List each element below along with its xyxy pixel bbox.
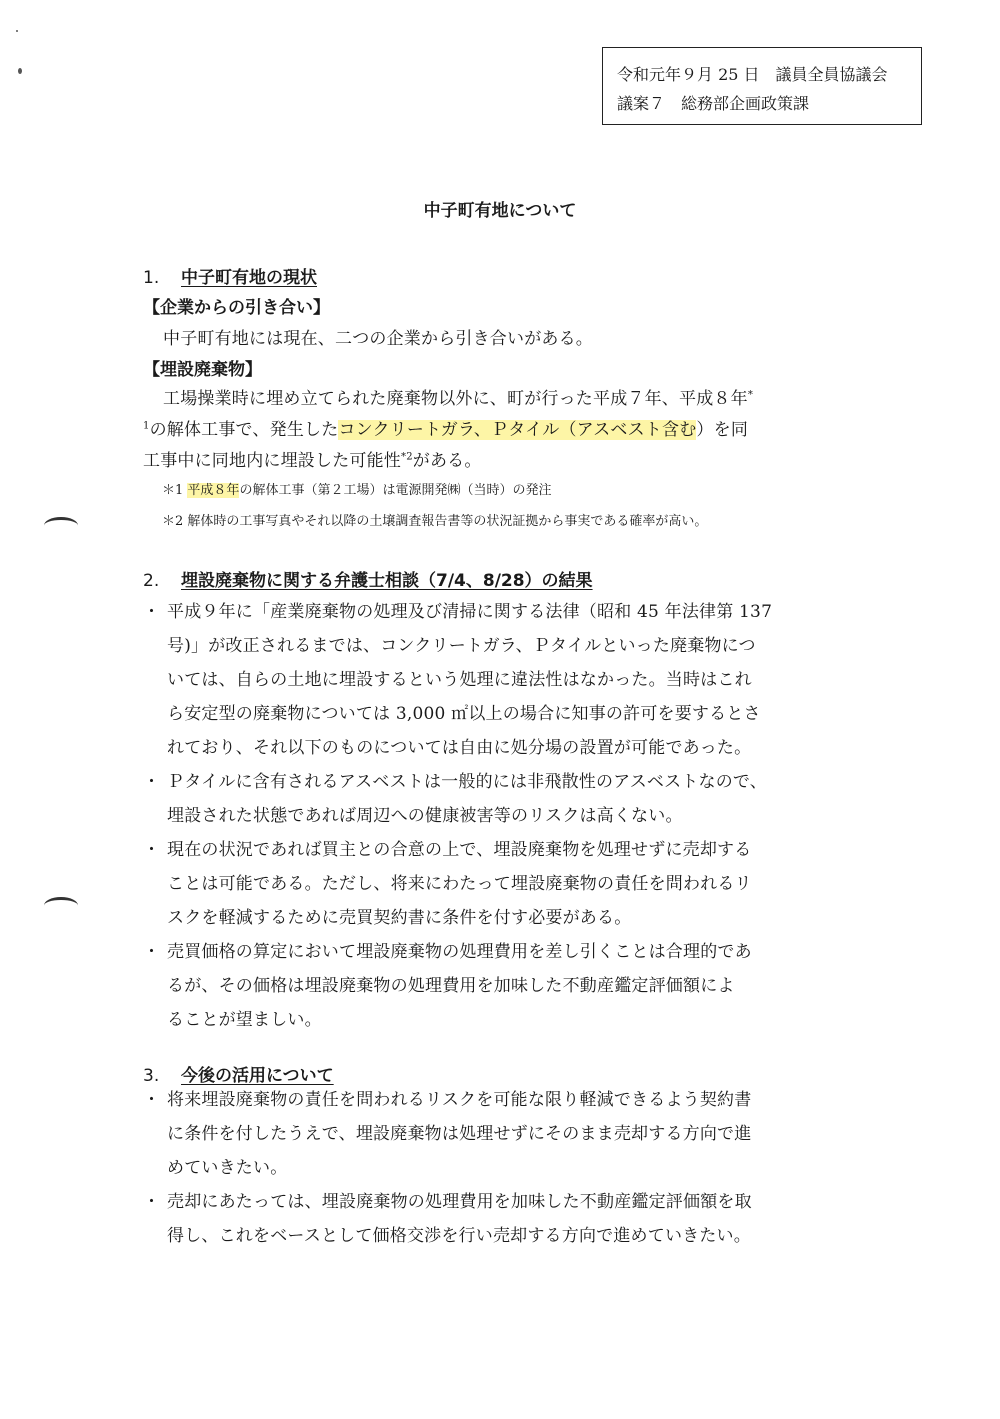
buried-waste-line3-pre: 工事中に同地内に埋設した可能性 xyxy=(143,451,401,471)
footnote-1 xyxy=(162,479,551,498)
footnote-2-mark: ＊2 xyxy=(162,514,184,529)
footnote-1-highlight: 平成８年 xyxy=(187,483,240,498)
section2-bullet-2-line: Ｐタイルに含有されるアスベストは一般的には非飛散性のアスベストなので、 xyxy=(167,772,767,792)
section3-heading xyxy=(143,1061,334,1086)
punch-hole-bottom xyxy=(44,897,78,914)
buried-waste-line2 xyxy=(143,415,748,440)
section3-bullet-1-line: めていきたい。 xyxy=(167,1158,288,1178)
section1-number: 1. xyxy=(143,268,160,288)
footnote-1-mark: ＊1 xyxy=(162,483,184,498)
footnote-ref-1a: * xyxy=(747,389,754,401)
section2-bullet-marker: ・ xyxy=(143,840,160,860)
section2-bullet-3-line: 現在の状況であれば買主との合意の上で、埋設廃棄物を処理せずに売却する xyxy=(167,840,752,860)
section3-title: 今後の活用について xyxy=(181,1066,334,1086)
punch-hole-top xyxy=(44,517,78,534)
section2-bullet-1-line: 号)」が改正されるまでは、コンクリートガラ、Ｐタイルといった廃棄物につ xyxy=(167,636,756,656)
section2-bullet-3-line: スクを軽減するために売買契約書に条件を付す必要がある。 xyxy=(167,908,632,928)
section2-bullet-marker: ・ xyxy=(143,942,160,962)
buried-waste-line2-post: ）を同 xyxy=(696,420,749,440)
buried-waste-line3-post: がある。 xyxy=(412,451,482,471)
section2-bullet-2-line: 埋設された状態であれば周辺への健康被害等のリスクは高くない。 xyxy=(167,806,683,826)
scan-specks xyxy=(14,30,22,80)
section2-bullet-4-line: 売買価格の算定において埋設廃棄物の処理費用を差し引くことは合理的であ xyxy=(167,942,752,962)
meeting-info-box xyxy=(602,47,922,125)
buried-waste-line2-pre: の解体工事で、発生した xyxy=(149,420,339,440)
footnote-2-text: 解体時の工事写真やそれ以降の土壌調査報告書等の状況証拠から事実である確率が高い。 xyxy=(187,514,708,529)
document-title: 中子町有地について xyxy=(423,201,577,221)
section3-bullet-2-line: 売却にあたっては、埋設廃棄物の処理費用を加味した不動産鑑定評価額を取 xyxy=(167,1192,752,1212)
section3-number: 3. xyxy=(143,1066,160,1086)
buried-waste-line1 xyxy=(163,384,753,409)
section2-bullet-marker: ・ xyxy=(143,772,160,792)
buried-waste-line3 xyxy=(143,446,482,471)
section3-bullet-1-line: 将来埋設廃棄物の責任を問われるリスクを可能な限り軽減できるよう契約書 xyxy=(167,1090,752,1110)
section1-heading xyxy=(143,263,317,288)
inquiry-heading: 【企業からの引き合い】 xyxy=(143,298,330,318)
section3-bullet-marker: ・ xyxy=(143,1090,160,1110)
section2-bullet-1-line: いては、自らの土地に埋設するという処理に違法性はなかった。当時はこれ xyxy=(167,670,752,690)
section2-bullet-1-line: れており、それ以下のものについては自由に処分場の設置が可能であった。 xyxy=(167,738,752,758)
section2-title: 埋設廃棄物に関する弁護士相談（7/4、8/28）の結果 xyxy=(181,571,593,591)
section2-bullet-1-line: 平成９年に「産業廃棄物の処理及び清掃に関する法律（昭和 45 年法律第 137 xyxy=(167,602,773,622)
section2-number: 2. xyxy=(143,571,160,591)
agenda-dept-line: 議案７ 総務部企画政策課 xyxy=(617,94,810,113)
section2-bullet-marker: ・ xyxy=(143,602,160,622)
section2-bullet-4-line: るが、その価格は埋設廃棄物の処理費用を加味した不動産鑑定評価額によ xyxy=(167,976,735,996)
inquiry-text: 中子町有地には現在、二つの企業から引き合いがある。 xyxy=(163,329,593,349)
footnote-2 xyxy=(162,510,707,529)
section3-bullet-1-line: に条件を付したうえで、埋設廃棄物は処理せずにそのまま売却する方向で進 xyxy=(167,1124,752,1144)
footnote-1-text: の解体工事（第２工場）は電源開発㈱（当時）の発注 xyxy=(239,483,552,498)
section1-title: 中子町有地の現状 xyxy=(181,268,317,288)
section3-bullet-2-line: 得し、これをベースとして価格交渉を行い売却する方向で進めていきたい。 xyxy=(167,1226,751,1246)
section3-bullet-marker: ・ xyxy=(143,1192,160,1212)
meeting-date-line: 令和元年９月 25 日 議員全員協議会 xyxy=(617,65,888,84)
buried-waste-heading: 【埋設廃棄物】 xyxy=(143,360,262,380)
section2-heading xyxy=(143,566,593,591)
highlighted-materials: コンクリートガラ、Ｐタイル（アスベスト含む xyxy=(338,420,697,440)
section2-bullet-1-line: ら安定型の廃棄物については 3,000 ㎡以上の場合に知事の許可を要するとさ xyxy=(167,704,761,724)
buried-waste-line1-text: 工場操業時に埋め立てられた廃棄物以外に、町が行った平成７年、平成８年 xyxy=(163,389,748,409)
footnote-ref-1b: 1 xyxy=(143,420,150,432)
footnote-ref-2: *2 xyxy=(401,451,413,463)
section2-bullet-3-line: ことは可能である。ただし、将来にわたって埋設廃棄物の責任を問われるリ xyxy=(167,874,752,894)
section2-bullet-4-line: ることが望ましい。 xyxy=(167,1010,322,1030)
